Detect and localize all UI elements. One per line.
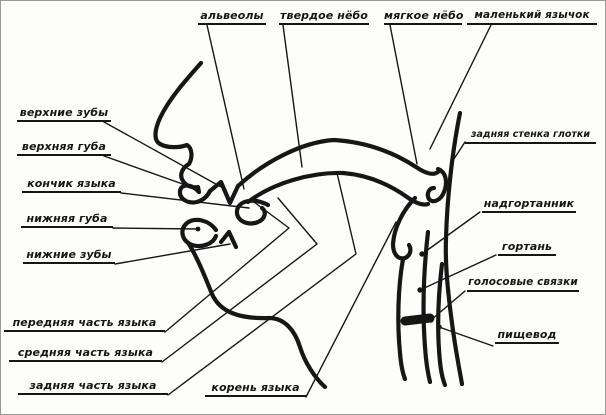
leader-tongue-root — [306, 222, 396, 397]
lower-lip-outline — [182, 220, 216, 246]
pharynx-wall-line — [446, 113, 462, 384]
esophagus-line — [438, 264, 445, 385]
label-upper-teeth: верхние зубы — [17, 106, 111, 122]
leader-soft-palate — [390, 25, 417, 164]
label-tongue-front: передняя часть языка — [4, 316, 165, 332]
leader-alveoli — [207, 25, 244, 189]
label-tongue-tip: кончик языка — [22, 177, 121, 193]
leader-epiglottis — [422, 212, 480, 254]
larynx-middle-line — [424, 232, 430, 382]
vocal-cords-bar — [405, 318, 430, 321]
label-hard-palate: твердое нёбо — [279, 9, 369, 25]
tongue-tip-shape — [237, 201, 268, 224]
label-lower-teeth: нижние зубы — [23, 248, 115, 264]
leader-hard-palate — [283, 25, 302, 167]
label-vocal-cords: голосовые связки — [467, 276, 579, 292]
label-esophagus: пищевод — [495, 328, 559, 344]
leader-lower-teeth — [115, 244, 230, 264]
leader-esophagus — [439, 327, 493, 346]
upper-lip-outline — [180, 186, 210, 203]
dot-lower-lip — [196, 227, 201, 232]
anatomy-outlines — [155, 63, 462, 387]
label-pharynx-back-wall: задняя стенка глотки — [465, 128, 596, 144]
label-upper-lip: верхняя губа — [17, 140, 111, 156]
label-tongue-back: задняя часть языка — [18, 379, 168, 395]
label-larynx: гортань — [498, 240, 556, 256]
leader-upper-teeth — [104, 122, 223, 188]
label-alveoli: альвеолы — [198, 9, 266, 25]
label-lower-lip: нижняя губа — [21, 212, 113, 228]
label-epiglottis: надгортанник — [482, 197, 576, 213]
chin-neck-outline — [189, 244, 325, 387]
label-tongue-middle: средняя часть языка — [9, 346, 162, 362]
label-soft-palate: мягкое нёбо — [384, 9, 462, 25]
epiglottis-shape — [393, 198, 415, 258]
upper-teeth-outline — [210, 182, 238, 203]
label-tongue-root: корень языка — [205, 381, 306, 397]
label-uvula: маленький язычок — [467, 9, 597, 25]
